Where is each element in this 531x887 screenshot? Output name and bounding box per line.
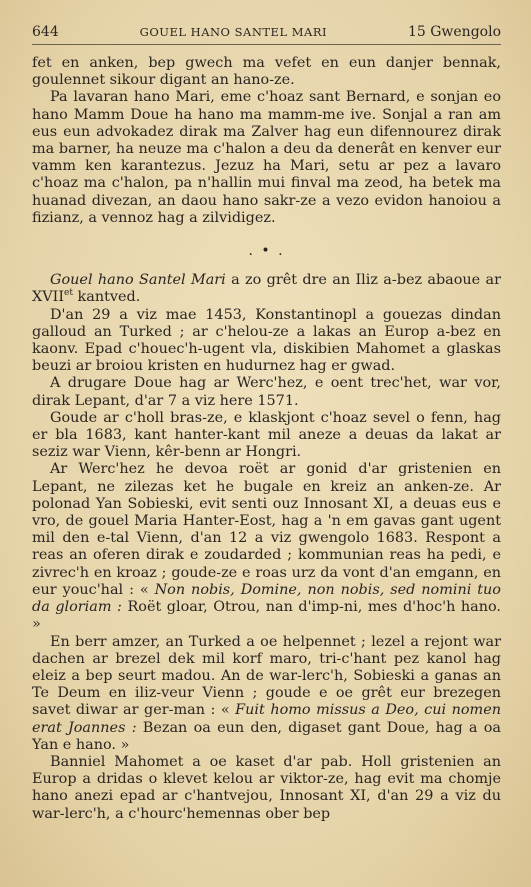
paragraph-bernard: Pa lavaran hano Mari, eme c'hoaz sant Bernard, e sonjan eo hano Mamm Doue ha hano ma mamm-me ive. Sonjal a ran am eus eun advokadez dirak ma Zalver hag eun difennourez dirak ma barner, ha neuze ma c'halon a deu da denerât en kenver eur vamm ken karantezus. Jezuz ha Mari, setu ar pez a lavaro c'hoaz ma c'halon, pa n'hallin mui finval ma zeod, ha betek ma huanad divezan, an daou hano sakr-ze a vezo evidon hanoiou a fizianz, a vennoz hag a zilvidigez. (32, 89, 501, 226)
latin-quote: Non nobis, Domine, non nobis, sed nomini tuo da gloriam : (32, 581, 501, 616)
running-header (32, 24, 501, 45)
paragraph-constantinople: D'an 29 a viz mae 1453, Konstantinopl a gouezas dindan galloud an Turked ; ar c'helou-ze a lakas an Europ a-bez en kaonv. Epad c'houec'h-ugent vla, diskibien Mahomet a glaskas beuzi ar broiou kristen en hudurnez hag er gwad. (32, 306, 501, 375)
paragraph-victory (32, 634, 501, 754)
running-title: GOUEL HANO SANTEL MARI (139, 25, 328, 39)
header-date: 15 Gwengolo (407, 24, 501, 40)
paragraph-vienna-siege: Goude ar c'holl bras-ze, e klaskjont c'hoaz sevel o fenn, hag er bla 1683, kant hanter-kant mil aneze a deuas da lakat ar seziz war Vienn, kêr-benn ar Hongri. (32, 409, 501, 461)
paragraph-text: kantved. (72, 289, 141, 306)
paragraph-text: Roët gloar, Otrou, nan d'imp-ni, mes d'hoc'h hano. » (32, 599, 501, 633)
feast-title-italic: Gouel hano Santel Mari (50, 272, 226, 289)
latin-quote: Fuit homo missus a Deo, cui nomen erat Joannes : (32, 702, 501, 736)
paragraph-text: En berr amzer, an Turked a oe helpennet ; lezel a rejont war dachen ar brezel dek mil korf maro, tri-c'hant pez kanol hag eleiz a bep seurt madou. An de war-lerc'h, Sobieski a ganas an Te Deum en iliz-veur Vienn ; goude e oe grêt eur brezegen savet diwar ar ger-man : « (32, 633, 501, 719)
paragraph-feast-intro (32, 272, 501, 306)
paragraph-lepanto: A drugare Doue hag ar Werc'hez, e oent trec'het, war vor, dirak Lepant, d'ar 7 a viz here 1571. (32, 375, 501, 409)
section-separator: . • . (248, 243, 285, 260)
paragraph-banner: Banniel Mahomet a oe kaset d'ar pab. Holl gristenien an Europ a dridas o klevet kelou ar viktor-ze, hag evit ma chomje hano anezi epad ar c'hantvejou, Innosant XI, d'an 29 a viz du war-lerc'h, a c'hourc'hemennas ober bep (32, 753, 501, 822)
page-body (32, 55, 501, 823)
paragraph-sobieski (32, 461, 501, 633)
paragraph-continued: fet en anken, bep gwech ma vefet en eun danjer bennak, goulennet sikour digant an hano-ze. (32, 55, 501, 89)
paragraph-text: a zo grêt dre an Iliz a-bez abaoue ar XVII (32, 272, 501, 306)
page-number: 644 (32, 24, 59, 40)
paragraph-text: Ar Werc'hez he devoa roët ar gonid d'ar gristenien en Lepant, ne zilezas ket he bugale en kreiz an anken-ze. Ar polonad Yan Sobieski, evit senti ouz Innosant XI, a deuas eus e vro, de gouel Maria Hanter-Eost, hag a 'n em gavas gant ugent mil den e-tal Vienn, d'an 12 a viz gwengolo 1683. Respont a reas an oferen dirak e zoudarded ; kommunian reas ha pedi, e zivrec'h en kroaz ; goude-ze e roas urz da vont d'an emgann, en eur youc'hal : « (32, 461, 501, 598)
paragraph-text: Bezan oa eun den, digaset gant Doue, hag a oa Yan e hano. » (32, 719, 501, 753)
superscript: et (64, 288, 73, 299)
